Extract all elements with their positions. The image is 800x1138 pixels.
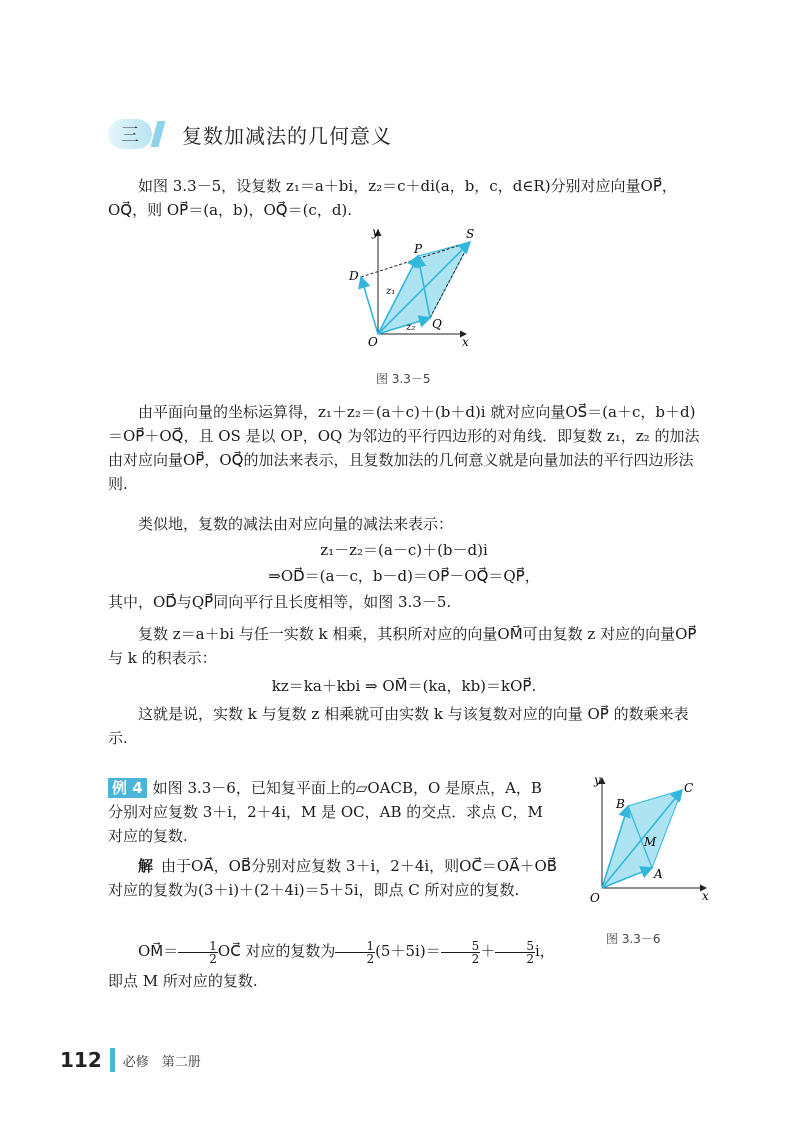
solution-product: (5＋5i)＝ (375, 942, 441, 960)
solution-part-2 (108, 936, 558, 996)
section-heading (108, 118, 392, 150)
fraction-five-halves-b: $\frac{5}{2}$ (495, 940, 535, 965)
solution-text-1: 由于OA⃗，OB⃗分别对应复数 3＋i，2＋4i，则OC⃗＝OA⃗＋OB⃗ 对应的复数为(3＋i)＋(2＋4i)＝5＋5i，即点 C 所对应的复数. (108, 857, 558, 899)
label-o-2: O (590, 891, 600, 905)
fraction-half-a: $\frac{1}{2}$ (178, 940, 218, 965)
label-a: A (654, 867, 663, 881)
example-text: 如图 3.3－6，已知复平面上的▱OACB，O 是原点，A，B 分别对应复数 3＋i，2＋4i，M 是 OC，AB 的交点．求点 C，M 对应的复数. (108, 779, 543, 845)
paragraph-scalar-meaning: 这就是说，实数 k 与复数 z 相乘就可由实数 k 与该复数对应的向量 OP⃗ 的数乘来表示. (108, 705, 689, 747)
example-4 (108, 776, 558, 848)
solution-om: OM⃗＝ (138, 942, 179, 960)
paragraph-subtraction-intro: 类似地，复数的减法由对应向量的减法来表示： (138, 515, 454, 533)
example-badge: 例 4 (108, 778, 147, 798)
section-number-badge: 三 (108, 119, 152, 149)
section-title: 复数加减法的几何意义 (182, 123, 392, 148)
label-z2: z₂ (406, 322, 416, 333)
label-d: D (349, 269, 359, 283)
equation-vector-od: ⇒OD⃗＝(a－c，b－d)＝OP⃗－OQ⃗＝QP⃗， (268, 567, 540, 585)
label-p: P (414, 242, 423, 256)
solution-part-1 (108, 854, 558, 902)
paragraph-addition: 由平面向量的坐标运算得，z₁＋z₂＝(a＋c)＋(b＋d)i 就对应向量OS⃗＝(a＋c，b＋d)＝OP⃗＋OQ⃗，且 OS 是以 OP，OQ 为邻边的平行四边形的对角线．即复数 z₁，z₂ 的加法由对应向量OP⃗，OQ⃗的加法来表示，且复数加法的几何意义就是向量加法的平行四边形法则. (108, 403, 700, 493)
page-footer (60, 1048, 201, 1072)
figure-caption-3-3-6: 图 3.3－6 (606, 932, 661, 946)
paragraph-intro: 如图 3.3－5，设复数 z₁＝a＋bi，z₂＝c＋di(a，b，c，d∈R)分别对应向量OP⃗，OQ⃗，则 OP⃗＝(a，b)，OQ⃗＝(c，d). (108, 177, 677, 219)
label-s: S (466, 227, 475, 241)
footer-divider (110, 1048, 115, 1072)
book-title: 必修 第二册 (122, 1054, 201, 1070)
fraction-half-b: $\frac{1}{2}$ (335, 940, 375, 965)
label-o: O (368, 335, 378, 349)
label-m: M (644, 835, 657, 849)
equation-scalar: kz＝ka＋kbi ⇒ OM⃗＝(ka，kb)＝kOP⃗. (271, 677, 537, 695)
label-c: C (684, 781, 694, 795)
paragraph-od-qp: 其中，OD⃗与QP⃗同向平行且长度相等，如图 3.3－5. (108, 593, 452, 611)
solution-oc-text: OC⃗ 对应的复数为 (217, 942, 336, 960)
label-x: x (462, 335, 469, 349)
page-number: 112 (60, 1048, 102, 1072)
figure-3-3-5 (330, 222, 500, 352)
solution-plus: ＋ (480, 942, 496, 960)
solution-m-result: i，即点 M 所对应的复数. (108, 942, 555, 990)
vector-od (361, 277, 378, 334)
label-x-2: x (702, 889, 709, 903)
equation-subtraction: z₁－z₂＝(a－c)＋(b－d)i (320, 541, 488, 559)
fraction-five-halves-a: $\frac{5}{2}$ (441, 940, 481, 965)
label-y: y (372, 225, 379, 239)
label-z1: z₁ (386, 286, 396, 297)
solution-lead: 解 (138, 857, 154, 875)
paragraph-scalar: 复数 z＝a＋bi 与任一实数 k 相乘，其积所对应的向量OM⃗可由复数 z 对应的向量OP⃗与 k 的积表示： (108, 625, 697, 667)
label-q: Q (432, 317, 442, 331)
figure-caption-3-3-5: 图 3.3－5 (376, 372, 431, 386)
label-b: B (616, 797, 625, 811)
figure-3-3-6 (580, 770, 715, 910)
label-y-2: y (594, 773, 601, 787)
